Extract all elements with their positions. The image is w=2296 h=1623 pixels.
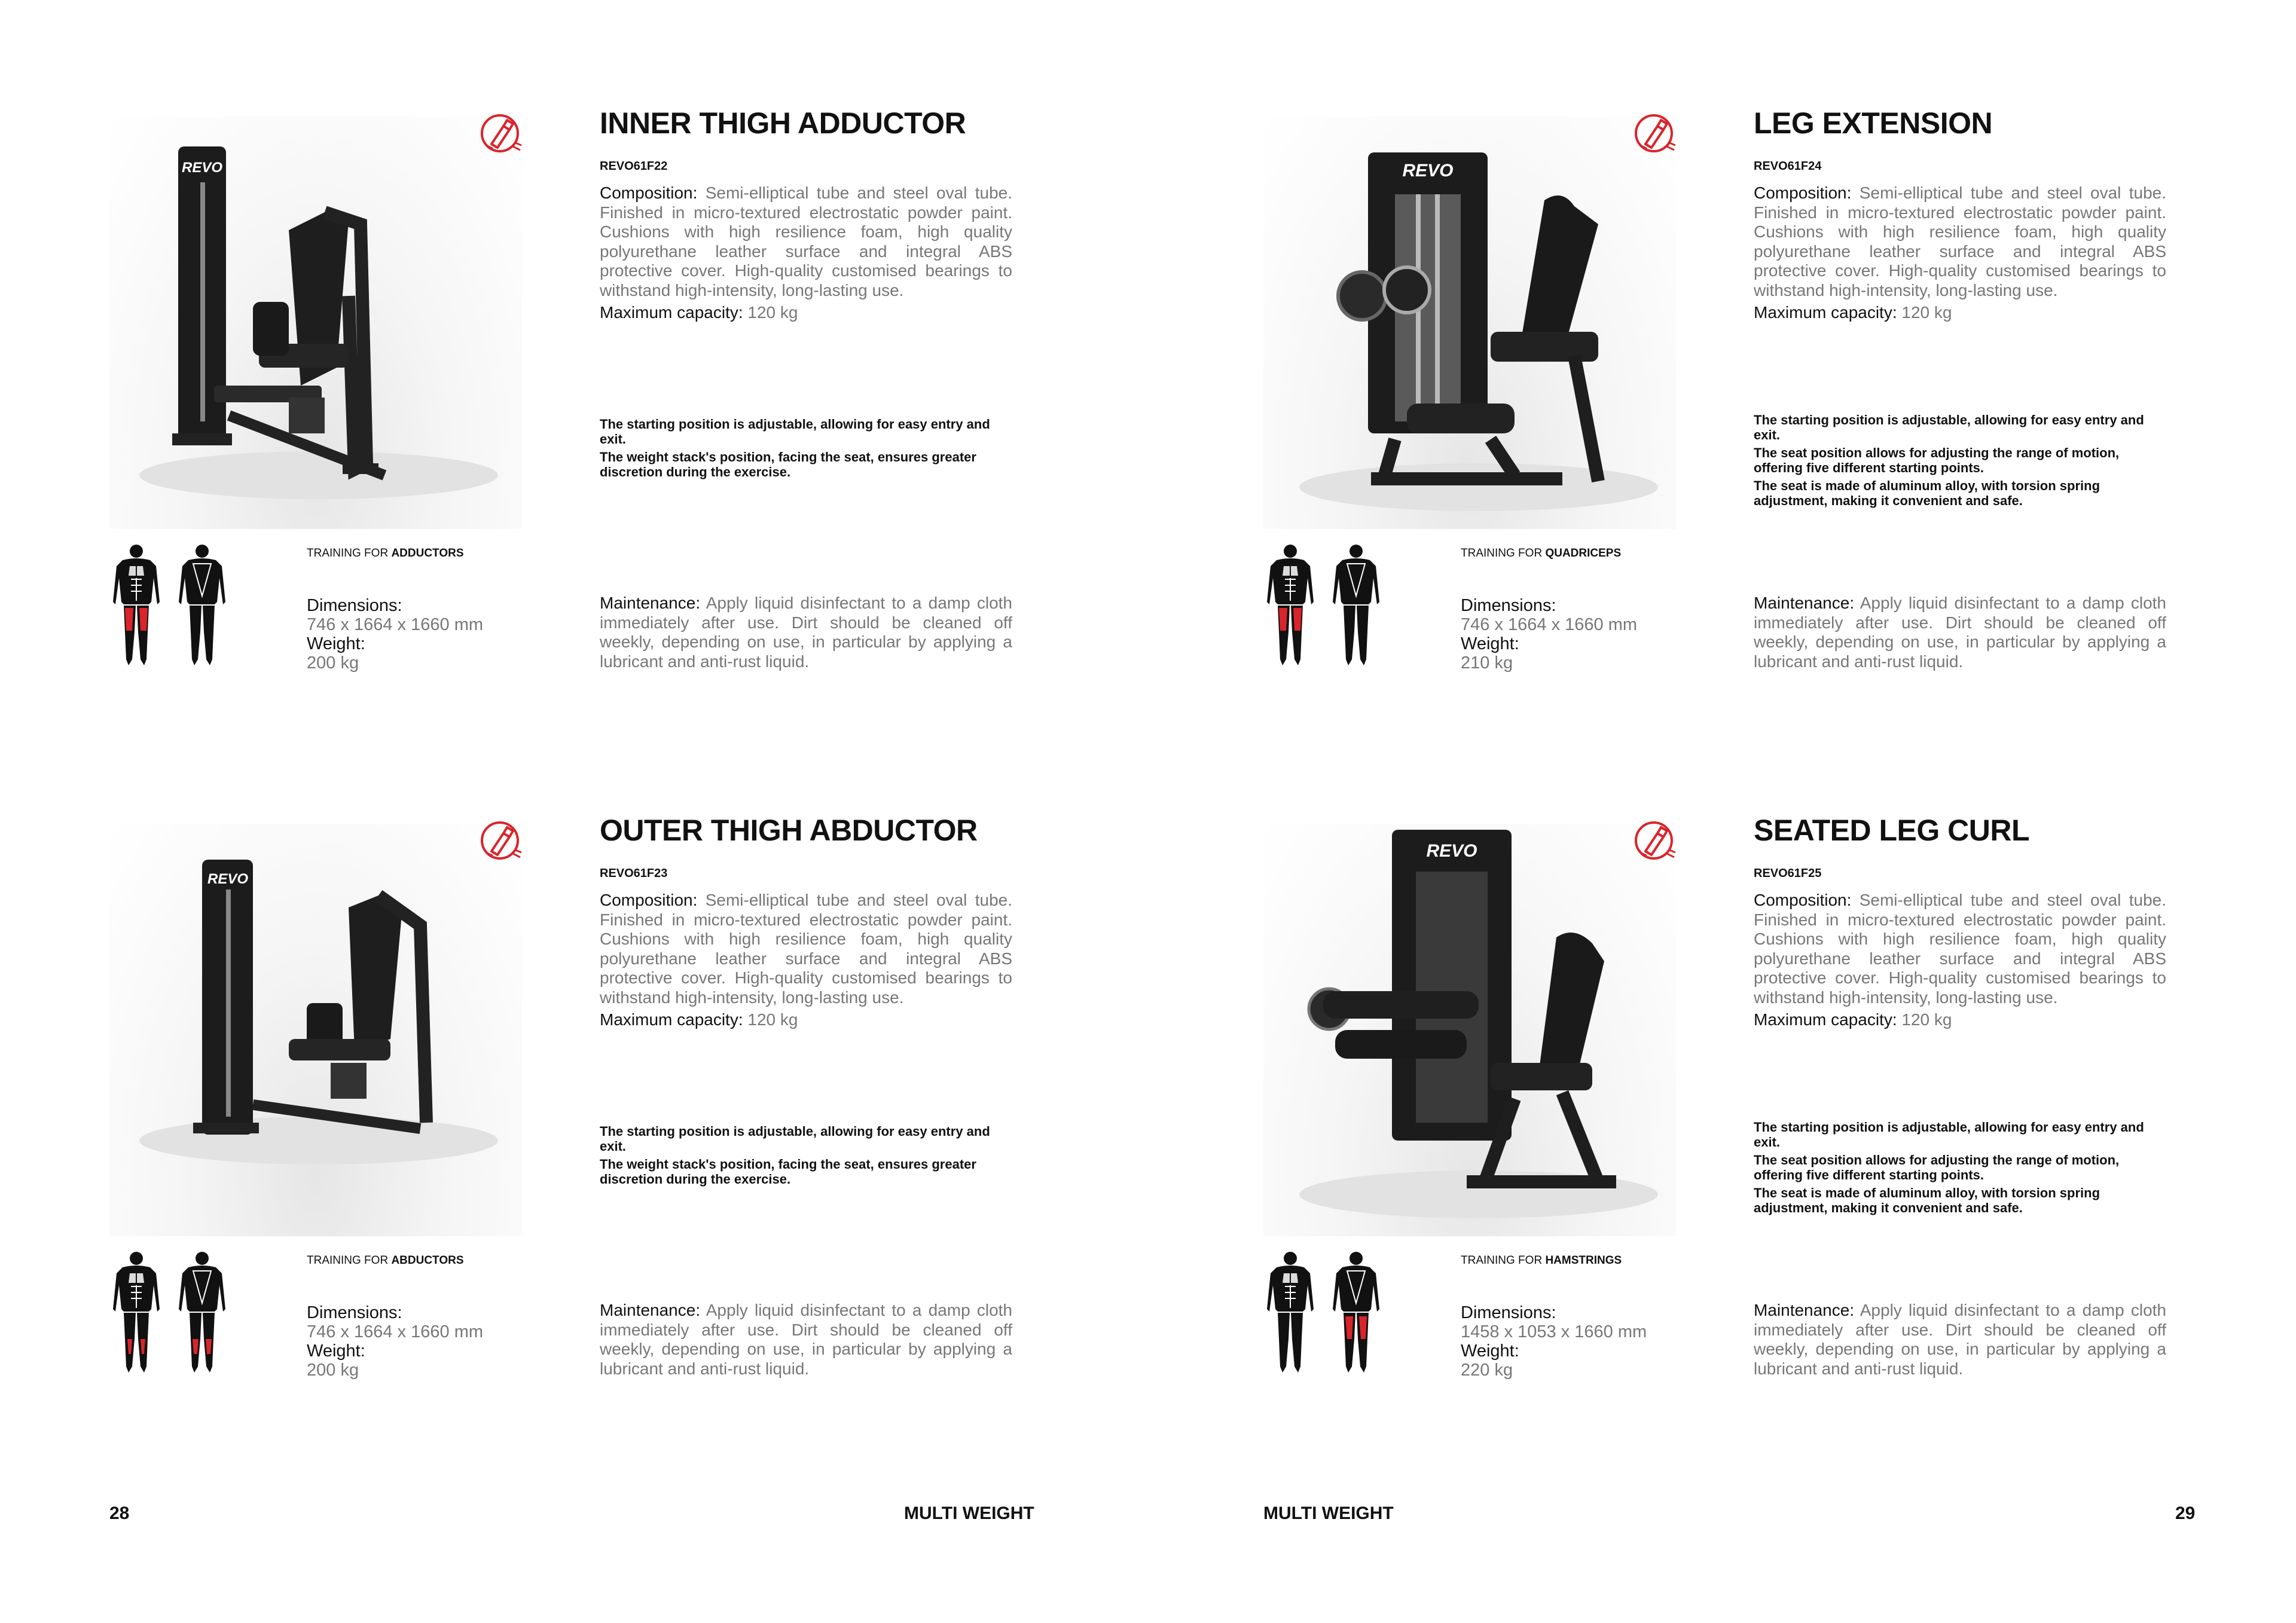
capacity-text <box>600 303 798 322</box>
product-specs <box>307 596 483 673</box>
capacity-value: 120 kg <box>747 303 798 322</box>
feature-item: The starting position is adjustable, allowing for easy entry and exit. <box>600 417 990 447</box>
capacity-value: 120 kg <box>1901 303 1952 322</box>
weight-label: Weight: <box>1461 634 1519 653</box>
custom-badge-icon <box>477 818 525 866</box>
training-target <box>1461 547 1621 560</box>
weight-label: Weight: <box>1461 1341 1519 1361</box>
machine-brand-label: REVO <box>1426 841 1477 861</box>
product-card <box>109 106 1162 714</box>
maintenance-text <box>600 1301 1012 1379</box>
capacity-label: Maximum capacity: <box>1754 303 1897 322</box>
body-back-icon <box>175 1249 229 1375</box>
custom-badge-icon <box>1631 111 1679 158</box>
product-card <box>109 814 1162 1422</box>
product-code: REVO61F24 <box>1754 160 1822 173</box>
weight-value: 210 kg <box>1461 653 1513 673</box>
dimensions-value: 1458 x 1053 x 1660 mm <box>1461 1322 1647 1341</box>
weight-value: 200 kg <box>307 1361 359 1380</box>
training-target <box>307 1254 464 1267</box>
training-muscle: HAMSTRINGS <box>1545 1254 1622 1267</box>
body-back-icon <box>175 542 229 668</box>
capacity-label: Maximum capacity: <box>600 303 743 322</box>
body-back-icon <box>1329 542 1383 668</box>
dimensions-label: Dimensions: <box>1461 1303 1556 1322</box>
features-list <box>1754 1120 2166 1218</box>
machine-brand-label: REVO <box>207 871 249 887</box>
training-muscle: ADDUCTORS <box>391 547 464 560</box>
composition-value: Semi-elliptical tube and steel oval tube. Finished in micro-textured electrostatic powder paint. Cushions with high resilience foam, high quality polyurethane leather surface and integral ABS protective cover. High-quality customised bearings to withstand high-intensity, long-lasting use. <box>600 891 1012 1007</box>
capacity-text <box>1754 303 1952 322</box>
training-prefix: TRAINING FOR <box>1461 1254 1543 1267</box>
machine-brand-label: REVO <box>1402 161 1454 181</box>
dimensions-value: 746 x 1664 x 1660 mm <box>307 615 484 634</box>
maintenance-value: Apply liquid disinfectant to a damp cloth immediately after use. Dirt should be cleaned off weekly, depending on use, in particular by applying a lubricant and anti-rust liquid. <box>1754 594 2166 671</box>
section-label-right: MULTI WEIGHT <box>1263 1503 1394 1523</box>
feature-item: The seat is made of aluminum alloy, with torsion spring adjustment, making it convenient and safe. <box>1754 1185 2100 1215</box>
product-code: REVO61F25 <box>1754 867 1822 880</box>
feature-item: The seat is made of aluminum alloy, with torsion spring adjustment, making it convenient and safe. <box>1754 478 2100 508</box>
product-title: SEATED LEG CURL <box>1754 814 2030 847</box>
custom-badge-icon <box>477 111 525 158</box>
product-photo <box>1263 824 1676 1236</box>
maintenance-text <box>600 594 1012 671</box>
weight-label: Weight: <box>307 1341 365 1361</box>
page-number-right: 29 <box>2175 1503 2196 1523</box>
quadriceps-highlight-icon <box>1263 542 1317 668</box>
capacity-value: 120 kg <box>747 1010 798 1029</box>
product-specs <box>1461 1303 1647 1380</box>
dimensions-label: Dimensions: <box>307 1303 402 1322</box>
machine-brand-label: REVO <box>181 160 223 176</box>
section-label-left: MULTI WEIGHT <box>904 1503 1034 1523</box>
dimensions-value: 746 x 1664 x 1660 mm <box>307 1322 484 1341</box>
adductors-highlight-icon <box>109 542 163 668</box>
composition-text <box>600 891 1012 1007</box>
hamstrings-highlight-icon <box>1263 1249 1317 1375</box>
product-code: REVO61F23 <box>600 867 668 880</box>
dimensions-value: 746 x 1664 x 1660 mm <box>1461 615 1638 634</box>
product-specs <box>1461 596 1637 673</box>
abductors-highlight-icon <box>109 1249 163 1375</box>
composition-text <box>1754 184 2166 300</box>
product-card <box>1263 814 2296 1422</box>
training-prefix: TRAINING FOR <box>307 1254 389 1267</box>
composition-label: Composition: <box>600 891 698 909</box>
features-list <box>600 417 1012 482</box>
composition-text <box>1754 891 2166 1007</box>
product-photo <box>109 824 522 1236</box>
composition-value: Semi-elliptical tube and steel oval tube. Finished in micro-textured electrostatic powder paint. Cushions with high resilience foam, high quality polyurethane leather surface and integral ABS protective cover. High-quality customised bearings to withstand high-intensity, long-lasting use. <box>1754 891 2166 1007</box>
capacity-label: Maximum capacity: <box>1754 1010 1897 1029</box>
weight-label: Weight: <box>307 634 365 653</box>
maintenance-text <box>1754 594 2166 671</box>
weight-value: 200 kg <box>307 653 359 673</box>
training-prefix: TRAINING FOR <box>1461 547 1543 560</box>
capacity-value: 120 kg <box>1901 1010 1952 1029</box>
weight-value: 220 kg <box>1461 1361 1513 1380</box>
product-title: LEG EXTENSION <box>1754 106 1993 140</box>
dimensions-label: Dimensions: <box>1461 596 1556 615</box>
product-title: INNER THIGH ADDUCTOR <box>600 106 966 140</box>
training-target <box>1461 1254 1622 1267</box>
training-muscle: QUADRICEPS <box>1545 547 1622 560</box>
page-number-left: 28 <box>109 1503 130 1523</box>
feature-item: The seat position allows for adjusting the range of motion, offering five different starting points. <box>1754 445 2120 475</box>
composition-label: Composition: <box>600 184 698 202</box>
feature-item: The starting position is adjustable, allowing for easy entry and exit. <box>1754 1120 2144 1150</box>
maintenance-value: Apply liquid disinfectant to a damp cloth immediately after use. Dirt should be cleaned off weekly, depending on use, in particular by applying a lubricant and anti-rust liquid. <box>600 594 1012 671</box>
training-prefix: TRAINING FOR <box>307 547 389 560</box>
capacity-label: Maximum capacity: <box>600 1010 743 1029</box>
product-specs <box>307 1303 483 1380</box>
feature-item: The weight stack's position, facing the seat, ensures greater discretion during the exercise. <box>600 450 976 479</box>
features-list <box>1754 412 2166 511</box>
features-list <box>600 1124 1012 1190</box>
dimensions-label: Dimensions: <box>307 596 402 615</box>
maintenance-value: Apply liquid disinfectant to a damp cloth immediately after use. Dirt should be cleaned off weekly, depending on use, in particular by applying a lubricant and anti-rust liquid. <box>600 1301 1012 1378</box>
composition-value: Semi-elliptical tube and steel oval tube. Finished in micro-textured electrostatic powder paint. Cushions with high resilience foam, high quality polyurethane leather surface and integral ABS protective cover. High-quality customised bearings to withstand high-intensity, long-lasting use. <box>600 184 1012 299</box>
custom-badge-icon <box>1631 818 1679 866</box>
feature-item: The weight stack's position, facing the seat, ensures greater discretion during the exercise. <box>600 1157 976 1187</box>
product-photo <box>109 117 522 529</box>
product-code: REVO61F22 <box>600 160 668 173</box>
composition-value: Semi-elliptical tube and steel oval tube. Finished in micro-textured electrostatic powder paint. Cushions with high resilience foam, high quality polyurethane leather surface and integral ABS protective cover. High-quality customised bearings to withstand high-intensity, long-lasting use. <box>1754 184 2166 299</box>
training-muscle: ABDUCTORS <box>391 1254 464 1267</box>
maintenance-label: Maintenance: <box>1754 1301 1855 1319</box>
maintenance-value: Apply liquid disinfectant to a damp cloth immediately after use. Dirt should be cleaned off weekly, depending on use, in particular by applying a lubricant and anti-rust liquid. <box>1754 1301 2166 1378</box>
product-photo <box>1263 117 1676 529</box>
training-target <box>307 547 464 560</box>
body-back-icon <box>1329 1249 1383 1375</box>
capacity-text <box>1754 1010 1952 1029</box>
maintenance-label: Maintenance: <box>1754 594 1855 612</box>
product-title: OUTER THIGH ABDUCTOR <box>600 814 978 847</box>
composition-text <box>600 184 1012 300</box>
maintenance-text <box>1754 1301 2166 1379</box>
feature-item: The starting position is adjustable, allowing for easy entry and exit. <box>600 1124 990 1154</box>
feature-item: The seat position allows for adjusting the range of motion, offering five different starting points. <box>1754 1153 2120 1182</box>
product-card <box>1263 106 2296 714</box>
capacity-text <box>600 1010 798 1029</box>
feature-item: The starting position is adjustable, allowing for easy entry and exit. <box>1754 412 2144 442</box>
maintenance-label: Maintenance: <box>600 594 701 612</box>
composition-label: Composition: <box>1754 184 1852 202</box>
maintenance-label: Maintenance: <box>600 1301 701 1319</box>
composition-label: Composition: <box>1754 891 1852 909</box>
